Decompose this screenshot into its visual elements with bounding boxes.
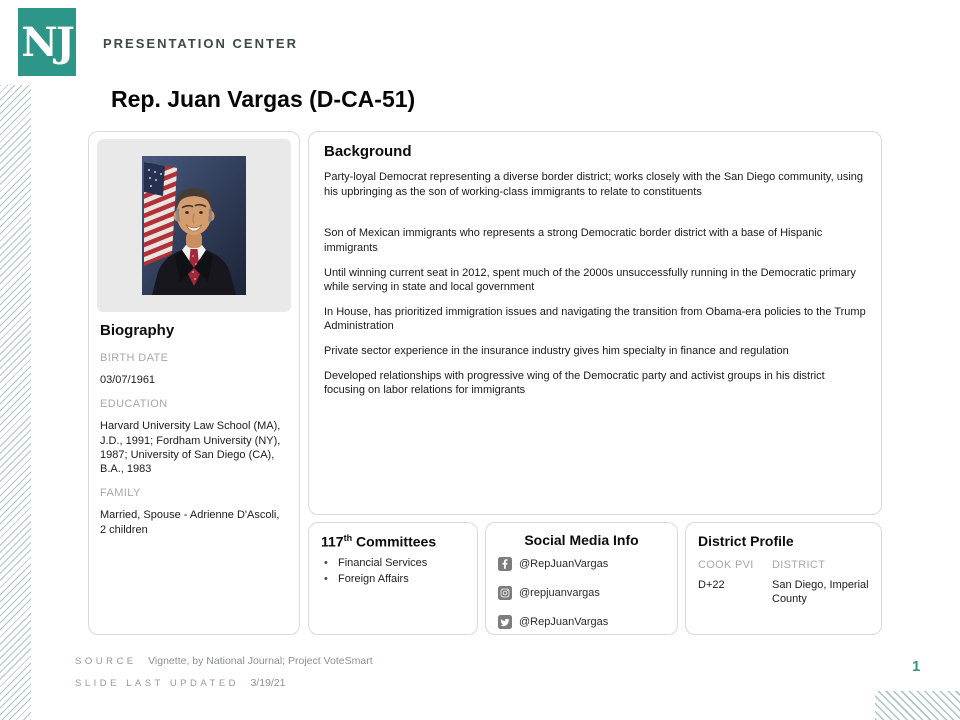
- diagonal-stripe-pattern-left: [0, 85, 31, 720]
- committees-card: [308, 522, 478, 635]
- district-value: San Diego, Imperial County: [772, 579, 869, 606]
- source-label: SOURCE: [75, 656, 137, 667]
- committee-item: • Financial Services: [321, 555, 465, 572]
- cook-pvi-value: D+22: [698, 579, 725, 591]
- background-heading: Background: [324, 143, 412, 160]
- twitter-handle: @RepJuanVargas: [519, 616, 609, 628]
- birth-date-label: BIRTH DATE: [100, 352, 169, 364]
- twitter-icon: [498, 615, 512, 629]
- facebook-handle: @RepJuanVargas: [519, 558, 609, 570]
- education-label: EDUCATION: [100, 398, 168, 411]
- district-profile-heading: District Profile: [698, 533, 794, 549]
- background-paragraph: In House, has prioritized immigration issues and navigating the transition from Obama-era policies to the Trump Administration: [324, 305, 866, 333]
- last-updated-value: 3/19/21: [250, 677, 286, 689]
- committee-list: [321, 555, 465, 588]
- district-profile-card: [685, 522, 882, 635]
- background-paragraph: Until winning current seat in 2012, spent much of the 2000s unsuccessfully running in the Democratic primary while serving in state and local government: [324, 266, 856, 294]
- nj-logo-text: NJ: [21, 18, 73, 66]
- biography-card: [88, 131, 300, 635]
- source-line: [75, 651, 373, 669]
- background-paragraph: Son of Mexican immigrants who represents a strong Democratic border district with a base of Hispanic immigrants: [324, 227, 823, 254]
- background-paragraph: Private sector experience in the insurance industry gives him specialty in finance and regulation: [324, 345, 789, 357]
- facebook-account-row: [498, 557, 665, 571]
- twitter-account-row: [498, 615, 665, 629]
- last-updated-label: SLIDE LAST UPDATED: [75, 678, 240, 689]
- instagram-account-row: [498, 586, 665, 600]
- family-label: FAMILY: [100, 487, 141, 500]
- family-value: Married, Spouse - Adrienne D'Ascoli, 2 children: [100, 509, 280, 536]
- instagram-handle: @repjuanvargas: [519, 587, 600, 599]
- education-value: Harvard University Law School (MA), J.D., 1991; Fordham University (NY), 1987; University of San Diego (CA), B.A., 1983: [100, 420, 281, 476]
- district-label: DISTRICT: [772, 559, 826, 571]
- nj-logo: [18, 8, 76, 76]
- page-number: 1: [912, 658, 921, 675]
- background-card: [308, 131, 882, 515]
- background-paragraph: Party-loyal Democrat representing a diverse border district; works closely with the San Diego community, using his upbringing as the son of working-class immigrants to relate to constituents: [324, 171, 864, 198]
- social-media-card: [485, 522, 678, 635]
- background-paragraph: Developed relationships with progressive wing of the Democratic party and activist groups in his district focusing on labor relations for immigrants: [324, 369, 825, 397]
- page-title: Rep. Juan Vargas (D-CA-51): [111, 86, 416, 112]
- portrait-frame: [97, 139, 291, 312]
- portrait-photo: [142, 156, 246, 295]
- biography-body: [100, 322, 288, 548]
- last-updated-line: [75, 673, 286, 691]
- committees-heading: 117th Committees: [321, 533, 437, 550]
- cook-pvi-label: COOK PVI: [698, 559, 754, 571]
- biography-heading: Biography: [100, 322, 175, 339]
- source-value: Vignette, by National Journal; Project VoteSmart: [148, 655, 373, 667]
- committee-item: • Foreign Affairs: [321, 571, 465, 588]
- facebook-icon: [498, 557, 512, 571]
- diagonal-stripe-pattern-corner: [875, 691, 960, 720]
- app-title: PRESENTATION CENTER: [103, 36, 298, 51]
- social-media-heading: Social Media Info: [524, 532, 639, 548]
- birth-date-value: 03/07/1961: [100, 374, 156, 386]
- instagram-icon: [498, 586, 512, 600]
- district-profile-grid: [698, 559, 869, 607]
